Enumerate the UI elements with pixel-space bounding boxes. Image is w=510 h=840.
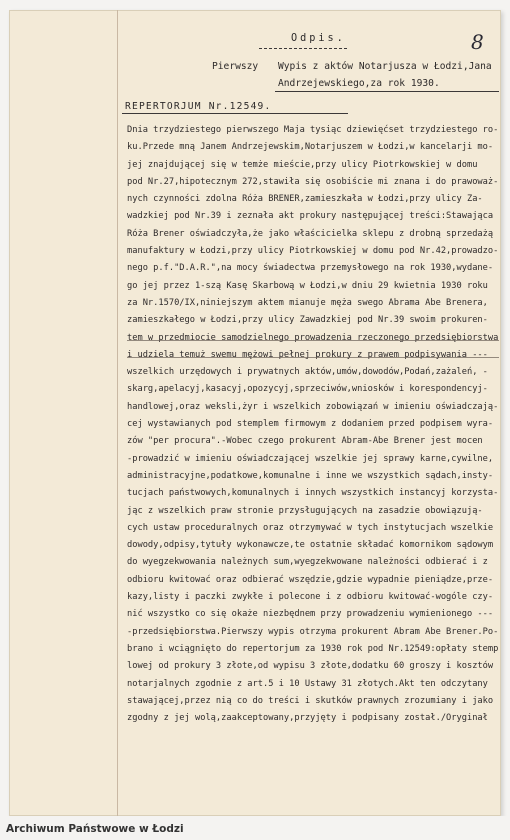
body-line: brano i wciągnięto do repertorjum za 1930 rok pod Nr.12549:opłaty stemp bbox=[127, 643, 499, 654]
body-line: zów "per procura".-Wobec czego prokurent Abram-Abe Brener jest mocen bbox=[127, 436, 483, 447]
pencil-underline bbox=[127, 357, 499, 358]
body-line: -prowadzić w imieniu oświadczającej wszelkie jej sprawy karne,cywilne, bbox=[127, 453, 494, 464]
body-line: wadzkiej pod Nr.39 i zeznała akt prokury następującej treści:Stawająca bbox=[127, 211, 494, 222]
body-line: pod Nr.27,hipotecznym 272,stawiła się osobiście mi znana i do prawoważ- bbox=[127, 176, 499, 187]
pencil-underline bbox=[127, 340, 499, 341]
body-line: notarjalnych zgodnie z art.5 i 10 Ustawy 31 złotych.Akt ten odczytany bbox=[127, 678, 488, 689]
handwritten-page-number: 8 bbox=[471, 30, 484, 54]
body-line: zgodny z jej wolą,zaakceptowany,przyjęty i podpisany został./Oryginał bbox=[127, 713, 488, 724]
wypis-line-1: Wypis z aktów Notarjusza w Łodzi,Jana bbox=[278, 61, 492, 72]
body-line: tem w przedmiocie samodzielnego prowadzenia rzeczonego przedsiębiorstwa bbox=[127, 332, 499, 343]
body-line: kazy,listy i paczki zwykłe i polecone i z odbioru kwitować-wogóle czy- bbox=[127, 592, 494, 603]
body-line: odbioru kwitować oraz odbierać wszędzie,gdzie wypadnie pieniądze,prze- bbox=[127, 574, 494, 585]
document-header bbox=[9, 10, 501, 110]
body-line: zamieszkałego w Łodzi,przy ulicy Zawadzkiej pod Nr.39 swoim prokuren- bbox=[127, 315, 488, 326]
margin-rule bbox=[117, 10, 118, 816]
body-line: Róża Brener oświadczyła,że jako właścicielka sklepu z drobną sprzedażą bbox=[127, 228, 494, 239]
body-line: jej znajdującej się w temże mieście,przy ulicy Piotrkowskiej w domu bbox=[127, 159, 478, 170]
archive-label: Archiwum Państwowe w Łodzi bbox=[6, 823, 184, 835]
body-line: skarg,apelacyj,kasacyj,opozycyj,sprzeciwów,wniosków i korespondencyj- bbox=[127, 384, 488, 395]
repertorium-number: REPERTORJUM Nr.12549. bbox=[125, 101, 272, 112]
repertorium-underline bbox=[122, 113, 348, 114]
body-line: administracyjne,podatkowe,komunalne i inne we wszystkich sądach,insty- bbox=[127, 470, 494, 481]
body-line: tucjach państwowych,komunalnych i innych wszystkich instancyj korzysta- bbox=[127, 488, 499, 499]
body-line: lowej od prokury 3 złote,od wypisu 3 złote,dodatku 60 groszy i kosztów bbox=[127, 661, 494, 672]
odpis-heading: Odpis. bbox=[291, 33, 346, 44]
deed-body-text bbox=[127, 122, 499, 727]
body-line: za Nr.1570/IX,niniejszym aktem mianuje męża swego Abrama Abe Brenera, bbox=[127, 297, 488, 308]
body-line: ku.Przede mną Janem Andrzejewskim,Notarjuszem w Łodzi,w kancelarji mo- bbox=[127, 142, 494, 153]
body-line: nić wszystko co się okaże niezbędnem przy prowadzeniu wymienionego --- bbox=[127, 609, 494, 620]
body-line: Dnia trzydziestego pierwszego Maja tysiąc dziewięćset trzydziestego ro- bbox=[127, 125, 499, 135]
body-line: i udziela temuż swemu mężowi pełnej prokury z prawem podpisywania --- bbox=[127, 349, 488, 360]
body-line: stawającej,przez nią co do treści i skutków prawnych zrozumiany i jako bbox=[127, 695, 494, 706]
body-line: nych czynności zdolna Róża BRENER,zamieszkała w Łodzi,przy ulicy Za- bbox=[127, 194, 483, 205]
body-line: nego p.f."D.A.R.",na mocy świadectwa przemysłowego na rok 1930,wydane- bbox=[127, 263, 494, 274]
body-line: go jej przez 1-szą Kasę Skarbową w Łodzi,w dniu 29 kwietnia 1930 roku bbox=[127, 280, 488, 291]
pierwszy-label: Pierwszy bbox=[212, 61, 259, 72]
document-page bbox=[9, 10, 501, 816]
body-line: -przedsiębiorstwa.Pierwszy wypis otrzyma prokurent Abram Abe Brener.Po- bbox=[127, 626, 499, 637]
odpis-underline bbox=[259, 48, 347, 49]
body-line: cej wystawianych pod stemplem firmowym z dodaniem przed podpisem wyra- bbox=[127, 419, 494, 430]
wypis-underline bbox=[275, 91, 499, 92]
body-line: handlowej,oraz weksli,żyr i wszelkich zobowiązań w imieniu oświadczają- bbox=[127, 401, 499, 412]
archive-footer bbox=[0, 816, 510, 840]
body-line: manufaktury w Łodzi,przy ulicy Piotrkowskiej w domu pod Nr.42,prowadzo- bbox=[127, 246, 499, 257]
body-line: cych ustaw proceduralnych oraz otrzymywać w tych instytucjach wszelkie bbox=[127, 522, 494, 533]
body-line: jąc z wszelkich praw stronie przysługujących na zasadzie obowiązują- bbox=[127, 505, 483, 516]
body-line: dowody,odpisy,tytuły wykonawcze,te ostatnie składać komornikom sądowym bbox=[127, 540, 494, 551]
body-line: do wyegzekwowania należnych sum,wyegzekwowane należności odbierać i z bbox=[127, 557, 488, 568]
body-line: wszelkich urzędowych i prywatnych aktów,umów,dowodów,Podań,zażaleń, - bbox=[127, 367, 488, 378]
wypis-line-2: Andrzejewskiego,za rok 1930. bbox=[278, 78, 440, 89]
